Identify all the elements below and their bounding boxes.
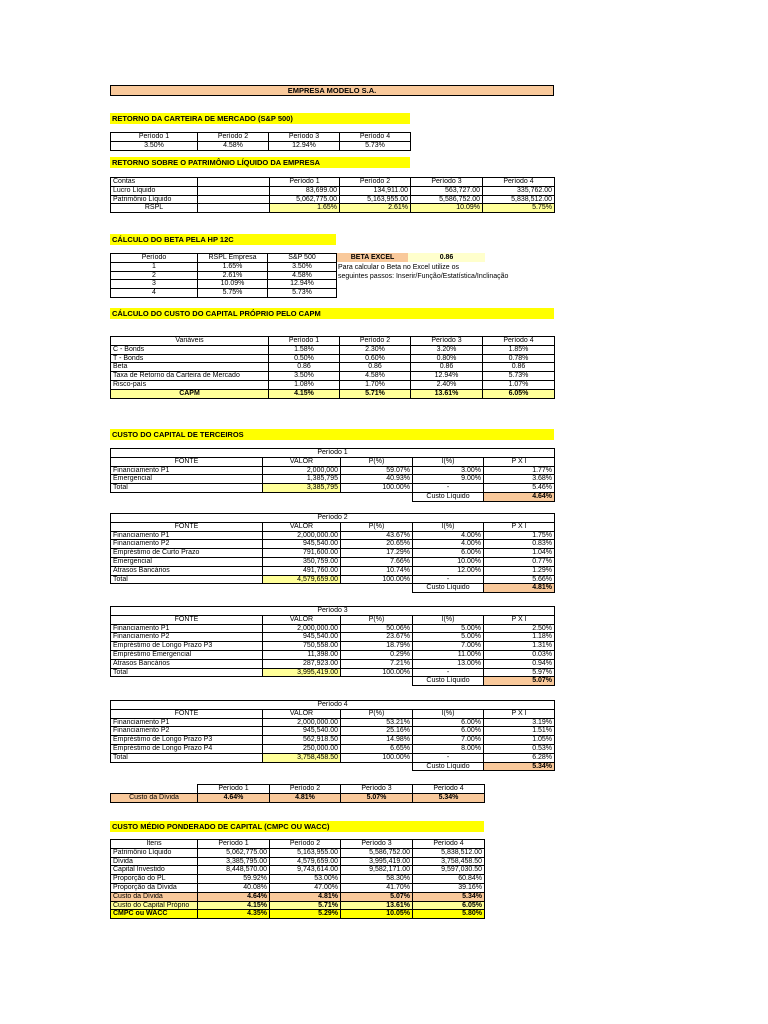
header-cell: Período 1 (111, 133, 198, 142)
page-title: EMPRESA MODELO S.A. (110, 85, 554, 96)
table-cell: 3.19% (484, 718, 555, 727)
debt-table-period-4 (110, 700, 555, 771)
table-cell: 2.61% (198, 271, 268, 280)
row-label: Financiamento P1 (111, 466, 263, 475)
header-cell: Período 4 (413, 840, 485, 849)
row-label: Empréstimo de Longo Prazo P3 (111, 736, 263, 745)
table-cell (198, 186, 270, 195)
table-cell: 14.98% (341, 736, 413, 745)
debt-table-period-3 (110, 606, 555, 686)
wacc-label: CMPC ou WACC (111, 910, 198, 919)
table-cell: 1.29% (484, 566, 555, 575)
table-cell: 6.05% (413, 901, 485, 910)
header-cell: FONTE (111, 709, 263, 718)
header-cell: I(%) (413, 522, 484, 531)
table-cell: 0.94% (484, 659, 555, 668)
table-cell: 41.70% (341, 883, 413, 892)
custo-liquido-label: Custo Líquido (413, 584, 484, 593)
table-cell: 491,760.00 (263, 566, 341, 575)
row-label: Empréstimo de Curto Prazo (111, 549, 263, 558)
table-cell: 17.29% (341, 549, 413, 558)
header-cell: P(%) (341, 457, 413, 466)
header-cell: P X I (484, 615, 555, 624)
wacc-table (110, 839, 485, 919)
table-cell: 11,398.00 (263, 650, 341, 659)
header-cell: RSPL Empresa (198, 254, 268, 263)
total-cell: 5.46% (484, 484, 555, 493)
beta-note-line2: seguintes passos: Inserir/Função/Estatística/Inclinação (338, 273, 509, 280)
row-label: Beta (111, 363, 269, 372)
total-label: Total (111, 484, 263, 493)
wacc-value: 5.29% (270, 910, 341, 919)
header-cell: Período 2 (270, 840, 341, 849)
total-label: Total (111, 575, 263, 584)
table-cell: 3,758,458.50 (413, 857, 485, 866)
custo-liquido-value: 4.81% (484, 584, 555, 593)
row-label: Custo da Dívida (111, 793, 198, 802)
table-cell: 5.75% (483, 204, 555, 213)
table-cell: 5,163,955.00 (340, 195, 411, 204)
table-cell: 60.84% (413, 875, 485, 884)
table-cell: 4.00% (413, 540, 484, 549)
table-cell: 2,000,000.00 (263, 531, 341, 540)
row-label: Financiamento P2 (111, 540, 263, 549)
header-cell: FONTE (111, 457, 263, 466)
header-cell: Período 3 (411, 178, 483, 187)
header-cell: FONTE (111, 615, 263, 624)
table-cell: 5.34% (413, 892, 485, 901)
table-cell: 2.61% (340, 204, 411, 213)
table-cell: 7.66% (341, 557, 413, 566)
capm-value: 13.61% (411, 389, 483, 398)
table-cell: 10.00% (413, 557, 484, 566)
table-cell: 3 (111, 280, 198, 289)
capm-value: 6.05% (483, 389, 555, 398)
table-cell: 0.80% (411, 354, 483, 363)
header-cell: Período 1 (198, 785, 270, 794)
table-cell: 8.00% (413, 744, 484, 753)
table-cell: 2,000,000.00 (263, 718, 341, 727)
header-cell (111, 785, 198, 794)
custo-liquido-value: 5.07% (484, 677, 555, 686)
total-label: Total (111, 668, 263, 677)
total-cell: 100.00% (341, 668, 413, 677)
table-cell: 20.65% (341, 540, 413, 549)
table-cell: 4.81% (270, 892, 341, 901)
row-label: Patrimônio Líquido (111, 848, 198, 857)
table-cell: 59.07% (341, 466, 413, 475)
table-cell: 4.58% (340, 372, 411, 381)
table-cell: 8,448,570.00 (198, 866, 270, 875)
table-cell: 83,699.00 (270, 186, 340, 195)
table-cell: 1.75% (484, 531, 555, 540)
table-cell: 562,918.50 (263, 736, 341, 745)
table-cell: 5.73% (483, 372, 555, 381)
row-label: Financiamento P2 (111, 727, 263, 736)
table-cell: 40.08% (198, 883, 270, 892)
section-debt-cost-title: CUSTO DO CAPITAL DE TERCEIROS (110, 429, 554, 440)
beta-excel-value: 0.86 (408, 253, 485, 262)
table-cell: 43.67% (341, 531, 413, 540)
section-beta-title: CÁLCULO DO BETA PELA HP 12C (110, 234, 336, 245)
total-cell: 4,579,659.00 (263, 575, 341, 584)
table-cell: 1.51% (484, 727, 555, 736)
header-cell: P(%) (341, 615, 413, 624)
table-cell: 4.15% (198, 901, 270, 910)
table-cell: 39.16% (413, 883, 485, 892)
table-cell: 945,540.00 (263, 727, 341, 736)
table-cell: 5,163,955.00 (270, 848, 341, 857)
table-cell: 53.00% (270, 875, 341, 884)
custo-divida-label: Custo da Dívida (111, 892, 198, 901)
total-cell: - (413, 575, 484, 584)
table-cell: 12.94% (411, 372, 483, 381)
header-cell: I(%) (413, 709, 484, 718)
table-cell: 2.40% (411, 380, 483, 389)
header-cell: Período 4 (483, 337, 555, 346)
table-cell: 4.81% (270, 793, 341, 802)
header-cell: Período 4 (340, 133, 411, 142)
header-cell: Contas (111, 178, 198, 187)
table-cell: 2.50% (484, 624, 555, 633)
market-return-table (110, 132, 411, 151)
row-label: Financiamento P2 (111, 633, 263, 642)
table-cell: 6.00% (413, 727, 484, 736)
section-roe-title: RETORNO SOBRE O PATRIMÔNIO LÍQUIDO DA EMPRESA (110, 157, 410, 168)
table-cell: 1.31% (484, 642, 555, 651)
row-label: Lucro Líquido (111, 186, 198, 195)
table-cell: 0.60% (340, 354, 411, 363)
table-cell: 0.83% (484, 540, 555, 549)
table-cell: 1.05% (484, 736, 555, 745)
table-cell: 1.08% (269, 380, 340, 389)
table-cell: 5.00% (413, 624, 484, 633)
header-cell: Período 1 (270, 178, 340, 187)
wacc-value: 5.80% (413, 910, 485, 919)
beta-excel-label: BETA EXCEL (337, 253, 408, 262)
table-cell: 0.86 (411, 363, 483, 372)
table-cell: 40.93% (341, 475, 413, 484)
table-cell: 3,995,419.00 (341, 857, 413, 866)
row-label: Risco-país (111, 380, 269, 389)
custo-liquido-value: 4.64% (484, 492, 555, 501)
table-cell: 1,385,795 (263, 475, 341, 484)
table-cell: 0.86 (269, 363, 340, 372)
table-cell: 0.29% (341, 650, 413, 659)
table-cell: 5.07% (341, 793, 413, 802)
table-cell: 5.00% (413, 633, 484, 642)
total-cell: 5.97% (484, 668, 555, 677)
header-cell: VALOR (263, 522, 341, 531)
total-cell: 5.66% (484, 575, 555, 584)
header-cell: P X I (484, 709, 555, 718)
table-cell (198, 204, 270, 213)
wacc-value: 10.05% (341, 910, 413, 919)
header-cell: Período 2 (198, 133, 269, 142)
value-cell: 3.50% (111, 141, 198, 150)
table-cell: 11.00% (413, 650, 484, 659)
roe-table (110, 177, 555, 213)
row-label: T - Bonds (111, 354, 269, 363)
table-cell: 0.77% (484, 557, 555, 566)
total-cell: 3,385,795 (263, 484, 341, 493)
table-cell: 287,923.00 (263, 659, 341, 668)
custo-liquido-label: Custo Líquido (413, 762, 484, 771)
table-cell: 1.65% (270, 204, 340, 213)
row-label: Taxa de Retorno da Carteira de Mercado (111, 372, 269, 381)
total-cell: 3,758,458.50 (263, 753, 341, 762)
custo-liquido-value: 5.34% (484, 762, 555, 771)
row-label: Financiamento P1 (111, 624, 263, 633)
table-cell: 13.00% (413, 659, 484, 668)
table-cell: 5,838,512.00 (413, 848, 485, 857)
row-label: Capital Investido (111, 866, 198, 875)
row-label: Financiamento P1 (111, 718, 263, 727)
row-label: Patrimônio Líquido (111, 195, 198, 204)
table-cell: 1.65% (198, 262, 268, 271)
row-label: Proporção do PL (111, 875, 198, 884)
table-cell: 2,000,000.00 (263, 624, 341, 633)
total-cell: 3,995,419.00 (263, 668, 341, 677)
table-cell: 0.50% (269, 354, 340, 363)
table-cell: 25.16% (341, 727, 413, 736)
table-cell: 5.73% (268, 289, 337, 298)
table-cell: 9.00% (413, 475, 484, 484)
header-cell: P(%) (341, 522, 413, 531)
header-cell: Período 3 (341, 840, 413, 849)
table-cell: 750,558.00 (263, 642, 341, 651)
table-cell: 7.21% (341, 659, 413, 668)
table-cell: 12.94% (268, 280, 337, 289)
custo-liquido-label: Custo Líquido (413, 492, 484, 501)
table-cell: 791,600.00 (263, 549, 341, 558)
header-cell: Período 2 (340, 178, 411, 187)
table-cell: 10.74% (341, 566, 413, 575)
header-cell: Itens (111, 840, 198, 849)
table-cell: 1.04% (484, 549, 555, 558)
debt-table-period-2 (110, 513, 555, 593)
header-cell: Período 4 (483, 178, 555, 187)
table-cell: 10.09% (411, 204, 483, 213)
table-cell: 6.00% (413, 718, 484, 727)
table-cell: 4.64% (198, 892, 270, 901)
row-label: Empréstimo Emergencial (111, 650, 263, 659)
header-cell: VALOR (263, 615, 341, 624)
table-cell: 1.58% (269, 345, 340, 354)
table-cell: 53.21% (341, 718, 413, 727)
table-cell: 6.00% (413, 549, 484, 558)
table-cell: 9,597,030.50 (413, 866, 485, 875)
table-cell: 13.61% (341, 901, 413, 910)
capm-value: 4.15% (269, 389, 340, 398)
header-cell: FONTE (111, 522, 263, 531)
table-cell: 2.30% (340, 345, 411, 354)
wacc-value: 4.35% (198, 910, 270, 919)
header-cell: P X I (484, 457, 555, 466)
beta-note-line1: Para calcular o Beta no Excel utilize os (338, 264, 460, 271)
table-cell: 563,727.00 (411, 186, 483, 195)
table-cell: 250,000.00 (263, 744, 341, 753)
table-cell: 7.00% (413, 736, 484, 745)
table-cell: 1.07% (483, 380, 555, 389)
section-market-return-title: RETORNO DA CARTEIRA DE MERCADO (S&P 500) (110, 113, 410, 124)
table-cell: 9,743,614.00 (270, 866, 341, 875)
table-cell: 1 (111, 262, 198, 271)
header-cell: P(%) (341, 709, 413, 718)
value-cell: 5.73% (340, 141, 411, 150)
row-label: Financiamento P1 (111, 531, 263, 540)
row-label: Atrasos Bancários (111, 659, 263, 668)
table-cell: 5,062,775.00 (270, 195, 340, 204)
total-cell: - (413, 484, 484, 493)
table-cell: 4.64% (198, 793, 270, 802)
table-cell: 4,579,659.00 (270, 857, 341, 866)
header-cell: Período 3 (411, 337, 483, 346)
table-cell: 350,759.00 (263, 557, 341, 566)
capm-value: 5.71% (340, 389, 411, 398)
table-cell: 50.06% (341, 624, 413, 633)
debt-table-period-1 (110, 448, 555, 502)
row-label: C - Bonds (111, 345, 269, 354)
capm-table (110, 336, 555, 399)
custo-proprio-label: Custo do Capital Próprio (111, 901, 198, 910)
section-wacc-title: CUSTO MÉDIO PONDERADO DE CAPITAL (CMPC OU WACC) (110, 821, 484, 832)
beta-table (110, 253, 337, 298)
header-cell (198, 178, 270, 187)
total-cell: 100.00% (341, 484, 413, 493)
table-cell: 1.70% (340, 380, 411, 389)
table-cell: 0.86 (340, 363, 411, 372)
header-cell: P X I (484, 522, 555, 531)
table-cell: 5,586,752.00 (341, 848, 413, 857)
table-cell: 23.67% (341, 633, 413, 642)
table-cell: 945,540.00 (263, 633, 341, 642)
header-cell: VALOR (263, 709, 341, 718)
total-cell: 6.28% (484, 753, 555, 762)
table-cell: 12.00% (413, 566, 484, 575)
total-label: Total (111, 753, 263, 762)
table-cell: 5.75% (198, 289, 268, 298)
period-header: Período 3 (111, 607, 555, 616)
table-cell: 9,582,171.00 (341, 866, 413, 875)
table-cell: 18.79% (341, 642, 413, 651)
table-cell: 4.00% (413, 531, 484, 540)
row-label: RSPL (111, 204, 198, 213)
total-cell: 100.00% (341, 575, 413, 584)
row-label: Proporção da Dívida (111, 883, 198, 892)
table-cell (198, 195, 270, 204)
table-cell: 3,385,795.00 (198, 857, 270, 866)
value-cell: 12.94% (269, 141, 340, 150)
section-capm-title: CÁLCULO DO CUSTO DO CAPITAL PRÓPRIO PELO CAPM (110, 308, 554, 319)
row-label: Emergencial (111, 557, 263, 566)
table-cell: 0.53% (484, 744, 555, 753)
table-cell: 5.34% (413, 793, 485, 802)
header-cell: Período (111, 254, 198, 263)
capm-label: CAPM (111, 389, 269, 398)
period-header: Período 1 (111, 449, 555, 458)
header-cell: I(%) (413, 615, 484, 624)
header-cell: Período 1 (269, 337, 340, 346)
table-cell: 335,762.00 (483, 186, 555, 195)
table-cell: 3.50% (268, 262, 337, 271)
table-cell: 6.65% (341, 744, 413, 753)
row-label: Dívida (111, 857, 198, 866)
table-cell: 5,586,752.00 (411, 195, 483, 204)
header-cell: S&P 500 (268, 254, 337, 263)
custo-liquido-label: Custo Líquido (413, 677, 484, 686)
table-cell: 3.50% (269, 372, 340, 381)
table-cell: 1.77% (484, 466, 555, 475)
table-cell: 58.30% (341, 875, 413, 884)
row-label: Empréstimo de Longo Prazo P3 (111, 642, 263, 651)
table-cell: 0.86 (483, 363, 555, 372)
table-cell: 134,911.00 (340, 186, 411, 195)
table-cell: 1.85% (483, 345, 555, 354)
table-cell: 59.92% (198, 875, 270, 884)
table-cell: 47.00% (270, 883, 341, 892)
table-cell: 10.09% (198, 280, 268, 289)
total-cell: - (413, 668, 484, 677)
table-cell: 5,838,512.00 (483, 195, 555, 204)
header-cell: Período 4 (413, 785, 485, 794)
value-cell: 4.58% (198, 141, 269, 150)
header-cell: Período 3 (341, 785, 413, 794)
table-cell: 4.58% (268, 271, 337, 280)
total-cell: - (413, 753, 484, 762)
header-cell: Período 3 (269, 133, 340, 142)
table-cell: 7.00% (413, 642, 484, 651)
period-header: Período 2 (111, 514, 555, 523)
header-cell: Variáveis (111, 337, 269, 346)
table-cell: 945,540.00 (263, 540, 341, 549)
header-cell: I(%) (413, 457, 484, 466)
row-label: Atrasos Bancários (111, 566, 263, 575)
table-cell: 5.07% (341, 892, 413, 901)
total-cell: 100.00% (341, 753, 413, 762)
table-cell: 5.71% (270, 901, 341, 910)
row-label: Empréstimo de Longo Prazo P4 (111, 744, 263, 753)
header-cell: Período 2 (340, 337, 411, 346)
table-cell: 0.03% (484, 650, 555, 659)
table-cell: 4 (111, 289, 198, 298)
header-cell: Período 2 (270, 785, 341, 794)
table-cell: 3.20% (411, 345, 483, 354)
row-label: Emergencial (111, 475, 263, 484)
header-cell: Período 1 (198, 840, 270, 849)
debt-cost-summary-table (110, 784, 485, 803)
table-cell: 2 (111, 271, 198, 280)
header-cell: VALOR (263, 457, 341, 466)
table-cell: 1.18% (484, 633, 555, 642)
table-cell: 3.68% (484, 475, 555, 484)
period-header: Período 4 (111, 701, 555, 710)
table-cell: 0.78% (483, 354, 555, 363)
table-cell: 5,062,775.00 (198, 848, 270, 857)
table-cell: 2,000,000 (263, 466, 341, 475)
table-cell: 3.00% (413, 466, 484, 475)
